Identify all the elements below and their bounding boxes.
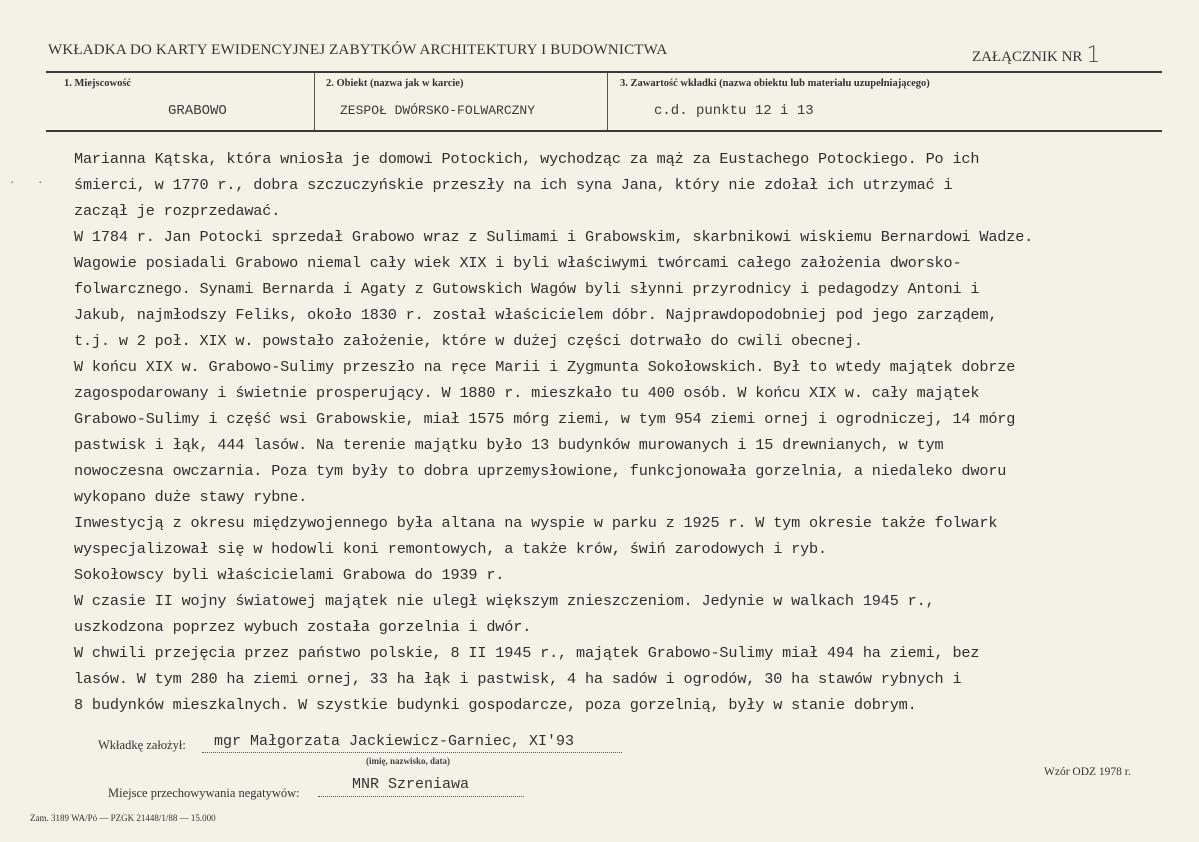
body-line: wyspecjalizował się w hodowli koni remontowych, a także krów, świń zarodowych i ryb. <box>74 540 827 558</box>
attachment-label: ZAŁĄCZNIK NR <box>972 49 1083 65</box>
body-line: Jakub, najmłodszy Feliks, około 1830 r. został właścicielem dóbr. Najprawdopodobniej pod jego zarządem, <box>74 306 998 324</box>
body-line: Sokołowscy byli właścicielami Grabowa do 1939 r. <box>74 566 505 584</box>
header-bottom-rule <box>46 130 1162 132</box>
margin-dot: · <box>10 176 15 191</box>
body-line: zaczął je rozprzedawać. <box>74 202 281 220</box>
body-line: śmierci, w 1770 r., dobra szczuczyńskie przeszły na ich syna Jana, który nie zdołał ich utrzymać i <box>74 176 953 194</box>
attachment-number: 1 <box>1086 43 1101 68</box>
body-line: pastwisk i łąk, 444 lasów. Na terenie majątku było 13 budynków murowanych i 15 drewnianych, w tym <box>74 436 944 454</box>
object-value: ZESPOŁ DWÓRSKO-FOLWARCZNY <box>340 103 536 118</box>
body-line: 8 budynków mieszkalnych. W szystkie budynki gospodarcze, poza gorzelnią, były w stanie dobrym. <box>74 696 917 714</box>
author-value: mgr Małgorzata Jackiewicz-Garniec, XI'93 <box>214 733 575 750</box>
body-line: W 1784 r. Jan Potocki sprzedał Grabowo wraz z Sulimami i Grabowskim, skarbnikowi wiskiemu Bernardowi Wadze. <box>74 228 1034 246</box>
attachment-label-group <box>972 42 1100 67</box>
print-order-info: Zam. 3189 WA/Pó — PZGK 21448/1/88 — 15.000 <box>30 813 216 823</box>
body-line: zagospodarowany i świetnie prosperujący. W 1880 r. mieszkało tu 400 osób. W końcu XIX w. cały majątek <box>74 384 980 402</box>
body-line: W końcu XIX w. Grabowo-Sulimy przeszło na ręce Marii i Zygmunta Sokołowskich. Był to wtedy majątek dobrze <box>74 358 1016 376</box>
column-label-object: 2. Obiekt (nazwa jak w karcie) <box>326 78 464 89</box>
body-line: t.j. w 2 poł. XIX w. powstało założenie, które w dużej części dotrwało do cwili obecnej. <box>74 332 863 350</box>
column-divider-1 <box>314 73 315 130</box>
negatives-value: MNR Szreniawa <box>352 776 470 793</box>
negatives-label: Miejsce przechowywania negatywów: <box>108 786 300 800</box>
negatives-dotted-line <box>318 796 524 797</box>
form-title: WKŁADKA DO KARTY EWIDENCYJNEJ ZABYTKÓW ARCHITEKTURY I BUDOWNICTWA <box>48 42 668 58</box>
margin-dot: · <box>38 176 43 191</box>
body-line: Wagowie posiadali Grabowo niemal cały wiek XIX i byli właściwymi twórcami całego założenia dworsko- <box>74 254 962 272</box>
body-line: wykopano duże stawy rybne. <box>74 488 308 506</box>
locality-value: GRABOWO <box>168 103 227 119</box>
body-line: Grabowo-Sulimy i część wsi Grabowskie, miał 1575 mórg ziemi, w tym 954 ziemi ornej i ogrodniczej, 14 mórg <box>74 410 1016 428</box>
top-rule <box>46 71 1162 73</box>
body-line: W czasie II wojny światowej majątek nie uległ większym znieszczeniom. Jedynie w walkach 1945 r., <box>74 592 935 610</box>
body-line: nowoczesna owczarnia. Poza tym były to dobra uprzemysłowione, funkcjonowała gorzelnia, a niedaleko dworu <box>74 462 1007 480</box>
column-divider-2 <box>607 73 608 130</box>
column-label-contents: 3. Zawartość wkładki (nazwa obiektu lub materiału uzupełniającego) <box>620 78 930 89</box>
author-sublabel: (imię, nazwisko, data) <box>366 756 450 766</box>
body-line: Inwestycją z okresu międzywojennego była altana na wyspie w parku z 1925 r. W tym okresie także folwark <box>74 514 998 532</box>
author-label: Wkładkę założył: <box>98 738 186 752</box>
body-line: uszkodzona poprzez wybuch została gorzelnia i dwór. <box>74 618 532 636</box>
author-dotted-line <box>202 752 622 753</box>
body-line: folwarcznego. Synami Bernarda i Agaty z Gutowskich Wagów byli słynni przyrodnicy i pedagodzy Antoni i <box>74 280 980 298</box>
contents-value: c.d. punktu 12 i 13 <box>654 103 814 119</box>
body-line: W chwili przejęcia przez państwo polskie, 8 II 1945 r., majątek Grabowo-Sulimy miał 494 ha ziemi, bez <box>74 644 980 662</box>
form-model: Wzór ODZ 1978 r. <box>1044 766 1131 778</box>
body-line: Marianna Kątska, która wniosła je domowi Potockich, wychodząc za mąż za Eustachego Potockiego. Po ich <box>74 150 980 168</box>
body-line: lasów. W tym 280 ha ziemi ornej, 33 ha łąk i pastwisk, 4 ha sadów i ogrodów, 30 ha stawów rybnych i <box>74 670 962 688</box>
column-label-locality: 1. Miejscowość <box>64 78 132 89</box>
